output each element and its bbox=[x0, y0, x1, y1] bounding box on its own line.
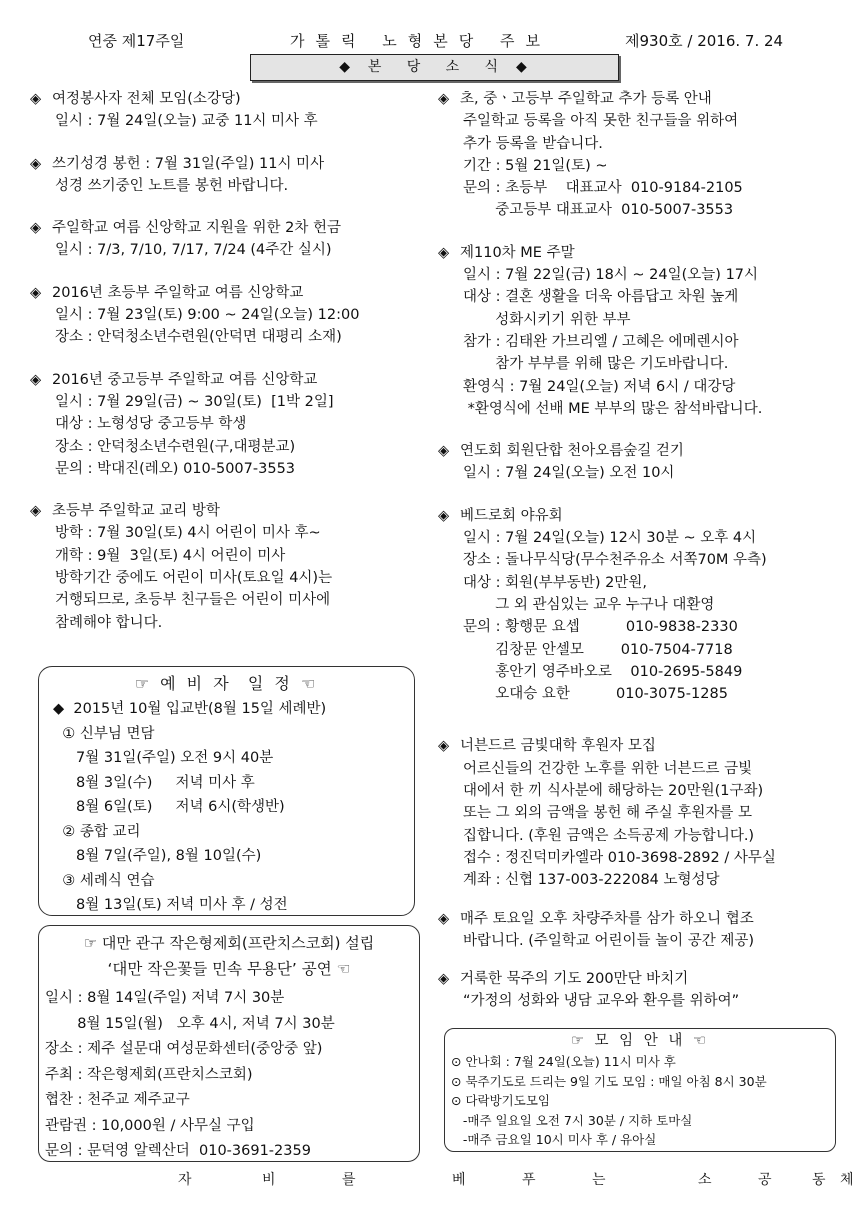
right-column bbox=[438, 88, 838, 1013]
performance-line: 주최 : 작은형제회(프란치스코회) bbox=[45, 1066, 253, 1083]
news-item-line: 그 외 관심있는 교우 누구나 대환영 bbox=[463, 596, 715, 613]
header bbox=[0, 30, 860, 52]
news-item-line: 중고등부 대표교사 010-5007-3553 bbox=[463, 202, 734, 219]
news-item bbox=[30, 217, 420, 262]
news-item-heading: 매주 토요일 오후 차량주차를 삼가 하오니 협조 bbox=[460, 910, 754, 927]
news-item-title bbox=[438, 88, 838, 110]
news-item-title bbox=[30, 369, 420, 391]
diamond-bullet-icon: ◈ bbox=[438, 507, 450, 524]
performance-title-2: ‘대만 작은꽃들 민속 무용단’ 공연 ☜ bbox=[107, 960, 351, 978]
footer-char: 베 bbox=[452, 1172, 466, 1188]
news-item bbox=[30, 500, 420, 634]
news-item-line: 김창문 안셀모 010-7504-7718 bbox=[463, 641, 733, 658]
news-item-line: 주일학교 등록을 아직 못한 친구들을 위하여 bbox=[463, 113, 739, 130]
catechumen-schedule-box bbox=[38, 666, 415, 916]
news-item-heading: 주일학교 여름 신앙학교 지원을 위한 2차 헌금 bbox=[52, 220, 342, 237]
news-item-line: 대에서 한 끼 식사분에 해당하는 20만원(1구좌) bbox=[463, 783, 764, 800]
diamond-bullet-icon: ◈ bbox=[30, 155, 42, 172]
meeting-line: ⊙ 다락방기도모임 bbox=[451, 1093, 550, 1108]
news-item-line: 접수 : 정진덕미카엘라 010-3698-2892 / 사무실 bbox=[463, 849, 776, 866]
news-item bbox=[30, 282, 420, 349]
news-item-line: 일시 : 7월 22일(금) 18시 ~ 24일(오늘) 17시 bbox=[463, 267, 759, 284]
diamond-bullet-icon: ◈ bbox=[438, 244, 450, 261]
news-item bbox=[30, 369, 420, 480]
footer-char: 를 bbox=[342, 1172, 356, 1188]
news-item-heading: 여정봉사자 전체 모임(소강당) bbox=[52, 91, 241, 107]
catechumen-line: 8월 6일(토) 저녁 6시(학생반) bbox=[53, 799, 285, 815]
news-item bbox=[438, 735, 838, 891]
news-item-line: 문의 : 박대진(레오) 010-5007-3553 bbox=[55, 460, 296, 477]
news-item bbox=[30, 88, 420, 133]
meeting-line: ⊙ 묵주기도로 드리는 9일 기도 모임 : 매일 아침 8시 30분 bbox=[451, 1073, 767, 1089]
footer-char: 자 bbox=[178, 1172, 192, 1188]
news-item-line: 오대승 요한 010-3075-1285 bbox=[463, 686, 728, 703]
catechumen-line: ① 신부님 면담 bbox=[53, 725, 155, 742]
news-item-heading: 제110차 ME 주말 bbox=[460, 244, 575, 261]
issue-number: 제930호 / 2016. 7. 24 bbox=[625, 32, 784, 50]
news-item-line: 집합니다. (후원 금액은 소득공제 가능합니다.) bbox=[463, 827, 755, 844]
diamond-bullet-icon: ◈ bbox=[438, 738, 450, 755]
meetings-title: ☞ 모 임 안 내 ☜ bbox=[570, 1033, 710, 1049]
section-title-bar bbox=[250, 54, 619, 81]
news-item-title bbox=[438, 735, 838, 757]
news-item-heading: 거룩한 묵주의 기도 200만단 바치기 bbox=[460, 971, 689, 988]
catechumen-line: 7월 31일(주일) 오전 9시 40분 bbox=[53, 750, 274, 766]
diamond-bullet-icon: ◈ bbox=[438, 971, 450, 988]
news-item bbox=[438, 908, 838, 953]
news-item-title bbox=[438, 968, 838, 990]
diamond-bullet-icon: ◈ bbox=[30, 220, 42, 237]
news-item-heading: 쓰기성경 봉헌 : 7월 31일(주일) 11시 미사 bbox=[52, 155, 325, 172]
news-item-line: 거행되므로, 초등부 친구들은 어린이 미사에 bbox=[55, 592, 331, 609]
news-item bbox=[438, 440, 838, 485]
news-item-line: 일시 : 7/3, 7/10, 7/17, 7/24 (4주간 실시) bbox=[55, 242, 332, 259]
meeting-line: -매주 금요일 10시 미사 후 / 유아실 bbox=[451, 1132, 657, 1147]
news-item-line: 장소 : 안덕청소년수련원(안덕면 대평리 소재) bbox=[55, 329, 342, 346]
news-item-title bbox=[438, 440, 838, 462]
performance-title-1: ☞ 대만 관구 작은형제회(프란치스코회) 설립 bbox=[83, 934, 375, 952]
news-item-title bbox=[438, 505, 838, 527]
news-item-line: 장소 : 돌나무식당(무수천주유소 서쪽70M 우측) bbox=[463, 552, 767, 569]
footer-char: 푸 bbox=[522, 1172, 536, 1188]
news-item-line: 성경 쓰기중인 노트를 봉헌 바랍니다. bbox=[55, 177, 289, 194]
news-item-line: 환영식 : 7월 24일(오늘) 저녁 6시 / 대강당 bbox=[463, 378, 736, 395]
footer-char: 소 bbox=[698, 1172, 712, 1188]
catechumen-title: ☞ 예 비 자 일 정 ☜ bbox=[134, 674, 319, 693]
liturgical-week: 연중 제17주일 bbox=[88, 32, 185, 50]
performance-line: 문의 : 문덕영 알렉산더 010-3691-2359 bbox=[45, 1143, 311, 1159]
news-item-line: 대상 : 결혼 생활을 더욱 아름답고 차원 높게 bbox=[463, 289, 739, 306]
news-item-line: 문의 : 초등부 대표교사 010-9184-2105 bbox=[463, 180, 743, 197]
news-item-line: 기간 : 5월 21일(토) ~ bbox=[463, 157, 608, 174]
footer-char: 동 bbox=[812, 1172, 826, 1188]
footer-char: 는 bbox=[592, 1172, 606, 1188]
news-item-line: 방학 : 7월 30일(토) 4시 어린이 미사 후~ bbox=[55, 525, 321, 542]
news-item-line: 일시 : 7월 29일(금) ~ 30일(토) [1박 2일] bbox=[55, 393, 334, 410]
news-item-line: 또는 그 외의 금액을 봉헌 해 주실 후원자를 모 bbox=[463, 805, 752, 822]
news-item-line: 방학기간 중에도 어린이 미사(토요일 4시)는 bbox=[55, 570, 333, 587]
news-item-line: 참가 : 김태완 가브리엘 / 고혜은 에메렌시아 bbox=[463, 333, 739, 350]
performance-line: 관람권 : 10,000원 / 사무실 구입 bbox=[45, 1117, 255, 1134]
diamond-bullet-icon: ◈ bbox=[30, 91, 42, 107]
news-item-line: 계좌 : 신협 137-003-222084 노형성당 bbox=[463, 872, 720, 889]
diamond-bullet-icon: ◈ bbox=[30, 503, 42, 520]
performance-line: 장소 : 제주 설문대 여성문화센터(중앙중 앞) bbox=[45, 1041, 323, 1057]
catechumen-line: ◆ 2015년 10월 입교반(8월 15일 세례반) bbox=[53, 701, 327, 717]
section-title: ◆ 본 당 소 식 ◆ bbox=[339, 59, 530, 75]
news-item bbox=[438, 505, 838, 706]
news-item-line: 장소 : 안덕청소년수련원(구,대평분교) bbox=[55, 438, 296, 455]
diamond-bullet-icon: ◈ bbox=[30, 371, 42, 388]
left-column bbox=[30, 88, 420, 654]
news-item-line: 성화시키기 위한 부부 bbox=[463, 311, 631, 328]
news-item-line: 어르신들의 건강한 노후를 위한 너븐드르 금빛 bbox=[463, 760, 753, 777]
news-item-heading: 초, 중ㆍ고등부 주일학교 추가 등록 안내 bbox=[460, 91, 712, 107]
diamond-bullet-icon: ◈ bbox=[438, 91, 450, 107]
news-item-line: 홍안기 영주바오로 010-2695-5849 bbox=[463, 663, 743, 680]
performance-line: 8월 15일(월) 오후 4시, 저녁 7시 30분 bbox=[45, 1015, 335, 1032]
catechumen-line: ② 종합 교리 bbox=[53, 823, 141, 840]
meeting-line: -매주 일요일 오전 7시 30분 / 지하 토마실 bbox=[451, 1112, 693, 1128]
performance-box bbox=[38, 925, 420, 1162]
news-item-line: *환영식에 선배 ME 부부의 많은 참석바랍니다. bbox=[463, 400, 763, 417]
news-item-line: 대상 : 회원(부부동반) 2만원, bbox=[463, 574, 647, 591]
meeting-line: ⊙ 안나회 : 7월 24일(오늘) 11시 미사 후 bbox=[451, 1054, 676, 1069]
catechumen-line: 8월 7일(주일), 8월 10일(수) bbox=[53, 848, 262, 864]
news-item-title bbox=[30, 282, 420, 304]
performance-line: 협찬 : 천주교 제주교구 bbox=[45, 1092, 190, 1108]
catechumen-line: 8월 3일(수) 저녁 미사 후 bbox=[53, 774, 255, 791]
news-item-line: 일시 : 7월 23일(토) 9:00 ~ 24일(오늘) 12:00 bbox=[55, 307, 360, 324]
news-item-heading: 베드로회 야유회 bbox=[460, 507, 563, 524]
news-item-line: “가정의 성화와 냉담 교우와 환우를 위하여” bbox=[463, 993, 740, 1010]
news-item-line: 문의 : 황행문 요셉 010-9838-2330 bbox=[463, 619, 738, 636]
news-item-title bbox=[30, 500, 420, 522]
meetings-box bbox=[444, 1028, 836, 1152]
news-item-title bbox=[30, 153, 420, 175]
news-item-line: 참례해야 합니다. bbox=[55, 614, 163, 631]
news-item-title bbox=[438, 908, 838, 930]
news-item-title bbox=[30, 88, 420, 110]
news-item-heading: 연도회 회원단합 천아오름숲길 걷기 bbox=[460, 443, 684, 460]
news-item-line: 개학 : 9월 3일(토) 4시 어린이 미사 bbox=[55, 547, 286, 564]
news-item-line: 일시 : 7월 24일(오늘) 12시 30분 ~ 오후 4시 bbox=[463, 530, 757, 547]
news-item-line: 일시 : 7월 24일(오늘) 오전 10시 bbox=[463, 465, 675, 482]
footer-char: 체 bbox=[840, 1172, 854, 1188]
diamond-bullet-icon: ◈ bbox=[438, 910, 450, 927]
news-item-title bbox=[30, 217, 420, 239]
news-item-line: 바랍니다. (주일학교 어린이들 놀이 공간 제공) bbox=[463, 932, 755, 949]
news-item-heading: 2016년 초등부 주일학교 여름 신앙학교 bbox=[52, 284, 304, 301]
news-item-line: 참가 부부를 위해 많은 기도바랍니다. bbox=[463, 356, 729, 373]
news-item-title bbox=[438, 242, 838, 264]
news-item-heading: 초등부 주일학교 교리 방학 bbox=[52, 503, 220, 520]
news-item-line: 추가 등록을 받습니다. bbox=[463, 135, 603, 152]
news-item-heading: 너븐드르 금빛대학 후원자 모집 bbox=[460, 738, 656, 755]
news-item bbox=[438, 88, 838, 222]
footer-char: 비 bbox=[262, 1172, 276, 1188]
news-item-line: 일시 : 7월 24일(오늘) 교중 11시 미사 후 bbox=[55, 113, 318, 130]
news-item-heading: 2016년 중고등부 주일학교 여름 신앙학교 bbox=[52, 371, 318, 388]
news-item-line: 대상 : 노형성당 중고등부 학생 bbox=[55, 416, 247, 433]
bulletin-title: 가톨릭 노형본당 주보 bbox=[290, 32, 551, 50]
catechumen-line: ③ 세례식 연습 bbox=[53, 872, 155, 889]
diamond-bullet-icon: ◈ bbox=[438, 443, 450, 460]
diamond-bullet-icon: ◈ bbox=[30, 284, 42, 301]
news-item bbox=[438, 968, 838, 1013]
footer-char: 공 bbox=[758, 1172, 772, 1188]
news-item bbox=[30, 153, 420, 198]
performance-line: 일시 : 8월 14일(주일) 저녁 7시 30분 bbox=[45, 990, 285, 1006]
news-item bbox=[438, 242, 838, 420]
catechumen-line: 8월 13일(토) 저녁 미사 후 / 성전 bbox=[53, 897, 288, 913]
